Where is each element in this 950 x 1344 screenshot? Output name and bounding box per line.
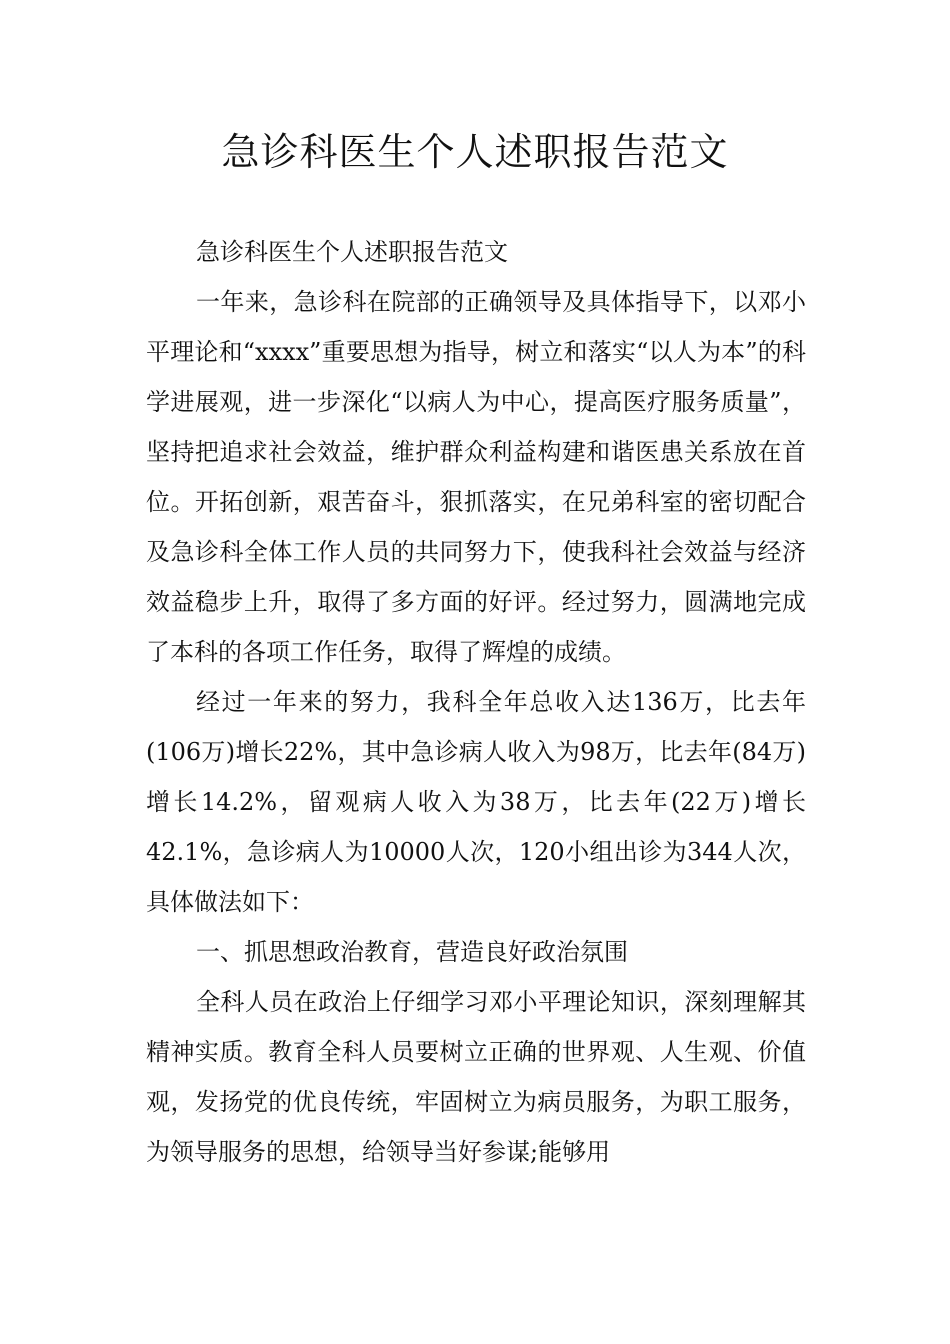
document-title: 急诊科医生个人述职报告范文 [221,130,729,174]
document-body [146,227,806,1177]
income-paragraph: 经过一年来的努力，我科全年总收入达136万，比去年(106万)增长22%，其中急诊病人收入为98万，比去年(84万)增长14.2%，留观病人收入为38万，比去年(22万)增长42.1%，急诊病人为10000人次，120小组出诊为344人次，具体做法如下： [146,688,806,916]
intro-paragraph: 一年来，急诊科在院部的正确领导及具体指导下，以邓小平理论和“xxxx”重要思想为指导，树立和落实“以人为本”的科学进展观，进一步深化“以病人为中心，提高医疗服务质量”，坚持把追求社会效益，维护群众利益构建和谐医患关系放在首位。开拓创新，艰苦奋斗，狠抓落实，在兄弟科室的密切配合及急诊科全体工作人员的共同努力下，使我科社会效益与经济效益稳步上升，取得了多方面的好评。经过努力，圆满地完成了本科的各项工作任务，取得了辉煌的成绩。 [146,288,806,666]
section-heading: 一、抓思想政治教育，营造良好政治氛围 [196,938,628,966]
subtitle-paragraph: 急诊科医生个人述职报告范文 [196,238,508,266]
politics-paragraph: 全科人员在政治上仔细学习邓小平理论知识，深刻理解其精神实质。教育全科人员要树立正确的世界观、人生观、价值观，发扬党的优良传统，牢固树立为病员服务，为职工服务，为领导服务的思想，给领导当好参谋;能够用 [146,988,806,1166]
